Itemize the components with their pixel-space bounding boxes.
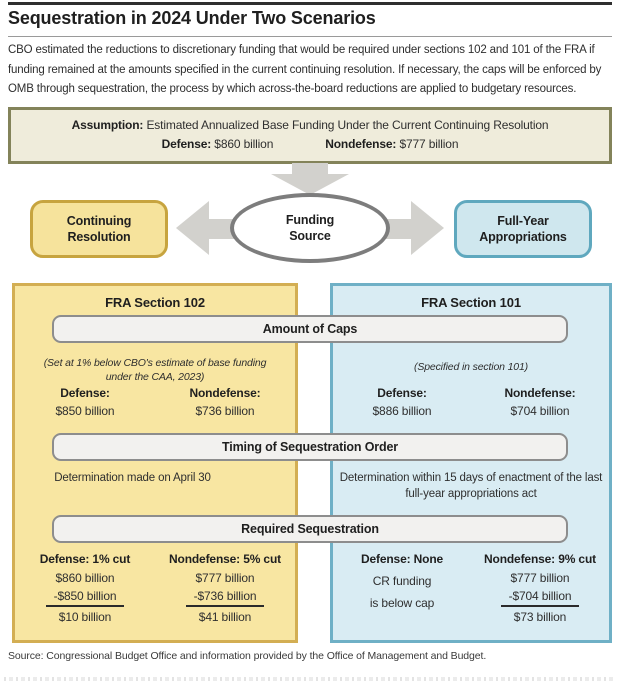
caps-defense — [15, 386, 155, 418]
required-defense-row: is below cap — [369, 596, 435, 610]
timing-text: Determination within 15 days of enactment of the last full-year appropriations act — [339, 472, 603, 500]
required-nondefense-row: -$704 billion — [501, 589, 580, 607]
cropped-text-remnant — [4, 677, 616, 681]
required-defense-row: $860 billion — [55, 571, 115, 585]
timing-text: Determination made on April 30 — [54, 472, 211, 484]
scenario-panels — [0, 283, 620, 645]
panel-header: FRA Section 102 — [105, 295, 205, 310]
caps-defense-value: $850 billion — [55, 404, 115, 418]
top-rule — [8, 2, 612, 5]
required-nondefense-row: $777 billion — [510, 571, 570, 585]
required-nondefense-row: $777 billion — [195, 571, 255, 585]
caps-defense-value: $886 billion — [372, 404, 432, 418]
amount-of-caps-bar: Amount of Caps — [52, 315, 568, 343]
down-arrow-stem — [292, 163, 328, 174]
funding-source-oval — [230, 193, 390, 263]
required-nondefense — [471, 552, 609, 624]
page-title: Sequestration in 2024 Under Two Scenarios — [8, 8, 376, 28]
required-nondefense-total: $41 billion — [198, 610, 252, 624]
down-arrow-head — [271, 174, 349, 195]
caps-nondefense-value: $704 billion — [510, 404, 570, 418]
assumption-line — [11, 118, 609, 132]
caps-values — [333, 386, 609, 418]
full-year-appropriations-label: Full-Year Appropriations — [479, 214, 567, 244]
funding-source-label: Funding Source — [285, 213, 335, 243]
title-divider — [8, 36, 612, 37]
assumption-nondefense — [325, 137, 458, 151]
assumption-values — [11, 137, 609, 151]
panel-header: FRA Section 101 — [421, 295, 521, 310]
required-defense — [15, 552, 155, 624]
required-nondefense — [155, 552, 295, 624]
required-nondefense-header: Nondefense: 5% cut — [169, 552, 281, 566]
assumption-defense — [162, 137, 274, 151]
caps-defense-label: Defense: — [60, 386, 110, 400]
continuing-resolution-box — [30, 200, 168, 258]
assumption-defense-value: $860 billion — [214, 137, 274, 151]
required-nondefense-row: -$736 billion — [186, 589, 265, 607]
assumption-nondefense-label: Nondefense: — [325, 137, 397, 151]
caps-defense — [333, 386, 471, 418]
timing-of-sequestration-order-bar: Timing of Sequestration Order — [52, 433, 568, 461]
required-nondefense-total: $73 billion — [513, 610, 567, 624]
required-nondefense-header: Nondefense: 9% cut — [484, 552, 596, 566]
assumption-box — [8, 107, 612, 164]
caps-nondefense-value: $736 billion — [195, 404, 255, 418]
assumption-label: Assumption: — [71, 118, 144, 132]
required-sequestration-values — [333, 552, 609, 624]
assumption-nondefense-value: $777 billion — [399, 137, 459, 151]
caps-values — [15, 386, 295, 418]
assumption-text: Estimated Annualized Base Funding Under the Current Continuing Resolution — [146, 118, 549, 132]
required-defense-header: Defense: 1% cut — [39, 552, 131, 566]
right-arrow-icon — [411, 201, 444, 255]
caps-defense-label: Defense: — [377, 386, 427, 400]
required-defense-row: CR funding — [372, 574, 432, 588]
caps-nondefense — [155, 386, 295, 418]
required-defense-total: $10 billion — [58, 610, 112, 624]
caps-nondefense-label: Nondefense: — [189, 386, 261, 400]
caps-note: (Set at 1% below CBO's estimate of base funding under the CAA, 2023) — [43, 357, 267, 383]
assumption-defense-label: Defense: — [161, 137, 212, 151]
source-note: Source: Congressional Budget Office and information provided by the Office of Management and Budget. — [8, 650, 487, 662]
intro-text: CBO estimated the reductions to discretionary funding that would be required under sections 102 and 101 of the FRA if funding remained at the amounts specified in the current continuing resolution. If necessary, the caps will be enforced by OMB through sequestration, the process by which across-the-board reductions are applied to budgetary resources. — [8, 44, 602, 95]
required-defense-header: Defense: None — [360, 552, 444, 566]
required-sequestration-bar: Required Sequestration — [52, 515, 568, 543]
left-arrow-icon — [176, 201, 209, 255]
caps-note: (Specified in section 101) — [414, 361, 528, 373]
continuing-resolution-label: Continuing Resolution — [66, 214, 132, 244]
caps-nondefense-label: Nondefense: — [504, 386, 576, 400]
full-year-appropriations-box — [454, 200, 592, 258]
required-defense — [333, 552, 471, 624]
required-sequestration-values — [15, 552, 295, 624]
caps-nondefense — [471, 386, 609, 418]
required-defense-row: -$850 billion — [46, 589, 125, 607]
down-arrow-icon — [271, 163, 349, 195]
